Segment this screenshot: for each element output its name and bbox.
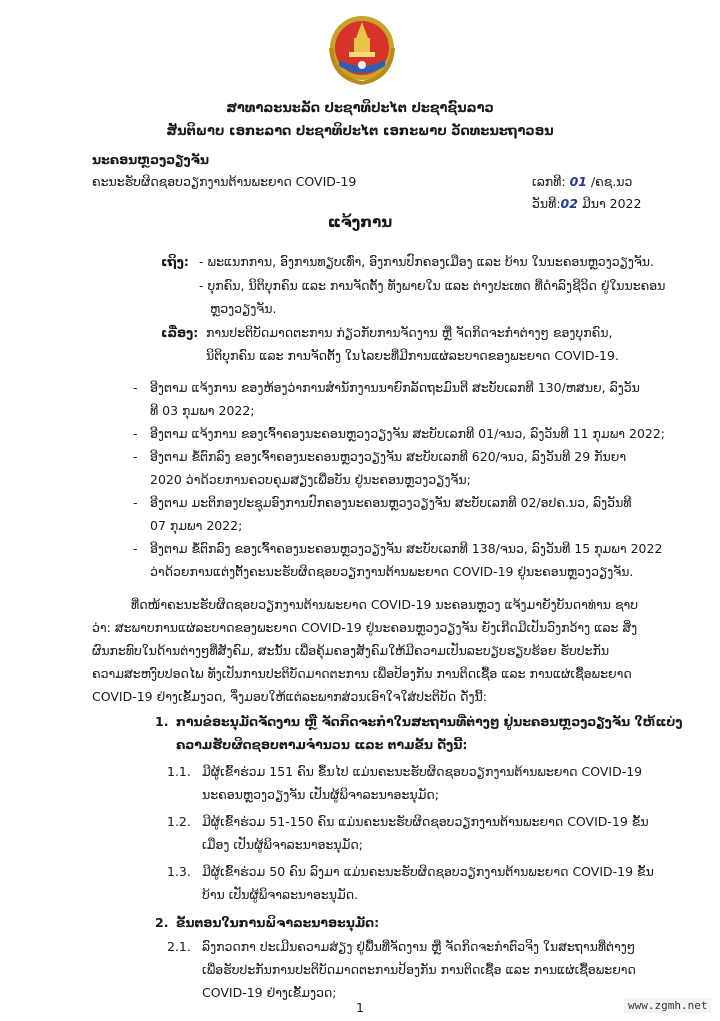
item-line: ມີຜູ້ເຂົ້າຮ່ວມ 51-150 ຄົນ ແມ່ນຄະນະຮັບຜິດຊອບວຽກງານຕ້ານພະຍາດ COVID-19 ຂັ້ນ	[202, 814, 649, 829]
item-line: ບ້ານ ເປັນຜູ້ພິຈາລະນາອະນຸມັດ.	[202, 887, 359, 902]
item-number: 2.1.	[167, 939, 191, 954]
reference-bullet-4: -	[133, 495, 138, 510]
item-line: COVID-19 ຢ່າງເຂັ້ມງວດ;	[202, 985, 337, 1000]
date-label: ວັນທີ:	[532, 196, 561, 211]
item-number: 1.3.	[167, 864, 191, 879]
body-line: ວ່າ: ສະພາບການແຜ່ລະບາດຂອງພະຍາດ COVID-19 ຢູ່ນະຄອນຫຼວງວຽງຈັນ ຍັງເກີດມີເປັນວົງກວ້າງ ແລະ ສິ່ງ	[92, 620, 638, 635]
item-line: ລົງກວດກາ ປະເມີນຄວາມສ່ຽງ ຢູ່ພື້ນທີ່ຈັດງານ ຫຼື ຈັດກິດຈະກຳຕົວຈິງ ໃນສະຖານທີ່ຕ່າງໆ	[202, 939, 636, 954]
section-1-number: 1.	[155, 714, 169, 729]
national-emblem	[327, 8, 397, 86]
item-line: ມີຜູ້ເຂົ້າຮ່ວມ 151 ຄົນ ຂຶ້ນໄປ ແມ່ນຄະນະຮັບຜິດຊອບວຽກງານຕ້ານພະຍາດ COVID-19	[202, 764, 643, 779]
reference-number-suffix: /ຄຊ.ນວ	[590, 174, 633, 189]
body-line: COVID-19 ຢ່າງເຂັ້ມງວດ, ຈຶ່ງມອບໃຫ້ແຕ່ລະພາກສ່ວນເອົາໃຈໃສ່ປະຕິບັດ ດັ່ງນີ້:	[92, 689, 487, 704]
item-line: ນະຄອນຫຼວງວຽງຈັນ ເປັນຜູ້ພິຈາລະນາອະນຸມັດ;	[202, 787, 439, 802]
reference-bullet-1: -	[133, 380, 138, 395]
reference-line: ທີ 03 ກຸມພາ 2022;	[150, 403, 255, 418]
motto-heading: ສັນຕິພາບ ເອກະລາດ ປະຊາທິປະໄຕ ເອກະພາບ ວັດທະນະຖາວອນ	[166, 124, 554, 139]
to-line-2: - ບຸກຄົນ, ນິຕິບຸກຄົນ ແລະ ການຈັດຕັ້ງ ທັງພາຍໃນ ແລະ ຕ່າງປະເທດ ທີ່ດຳລົງຊີວິດ ຢູ່ໃນນະຄອນ	[199, 278, 666, 293]
section-1-title-cont: ຄວາມຮັບຜິດຊອບຕາມຈຳນວນ ແລະ ຕາມຂັ້ນ ດັ່ງນີ້:	[176, 737, 468, 752]
item-line: ມີຜູ້ເຂົ້າຮ່ວມ 50 ຄົນ ລົງມາ ແມ່ນຄະນະຮັບຜິດຊອບວຽກງານຕ້ານພະຍາດ COVID-19 ຂັ້ນ	[202, 864, 654, 879]
date-handwritten: 02	[560, 196, 578, 211]
reference-line: ອີງຕາມ ຂໍ້ຕົກລົງ ຂອງເຈົ້າຄອງນະຄອນຫຼວງວຽງຈັນ ສະບັບເລກທີ 138/ຈນວ, ລົງວັນທີ 15 ກຸມພາ 2022	[150, 541, 663, 556]
subject-line-1: ການປະຕິບັດມາດຕະການ ກ່ຽວກັບການຈັດງານ ຫຼື ຈັດກິດຈະກຳຕ່າງໆ ຂອງບຸກຄົນ,	[206, 325, 613, 340]
section-2-title: ຂັ້ນຕອນໃນການພິຈາລະນາອະນຸມັດ:	[176, 915, 380, 930]
reference-line: ອີງຕາມ ແຈ້ງການ ຂອງເຈົ້າຄອງນະຄອນຫຼວງວຽງຈັນ ສະບັບເລກທີ 01/ຈນວ, ລົງວັນທີ 11 ກຸມພາ 2022;	[150, 426, 666, 441]
reference-bullet-2: -	[133, 426, 138, 441]
republic-heading: ສາທາລະນະລັດ ປະຊາທິປະໄຕ ປະຊາຊົນລາວ	[226, 101, 494, 116]
subject-line-2: ນິຕິບຸກຄົນ ແລະ ການຈັດຕັ້ງ ໃນໄລຍະທີ່ມີການແຜ່ລະບາດຂອງພະຍາດ COVID-19.	[206, 348, 619, 363]
reference-bullet-3: -	[133, 449, 138, 464]
reference-line: ອີງຕາມ ແຈ້ງການ ຂອງຫ້ອງວ່າການສຳນັກງານນາຍົກລັດຖະມົນຕີ ສະບັບເລກທີ 130/ຫສນຍ, ລົງວັນ	[150, 380, 640, 395]
to-line-3: ຫຼວງວຽງຈັນ.	[210, 301, 277, 316]
item-line: ເພື່ອຮັບປະກັນການປະຕິບັດມາດຕະການປ້ອງກັນ ການຕິດເຊື້ອ ແລະ ການແຜ່ເຊື້ອພະຍາດ	[202, 962, 636, 977]
reference-line: ອີງຕາມ ຂໍ້ຕົກລົງ ຂອງເຈົ້າຄອງນະຄອນຫຼວງວຽງຈັນ ສະບັບເລກທີ 620/ຈນວ, ລົງວັນທີ 29 ກັນຍາ	[150, 449, 627, 464]
reference-line: ວ່າດ້ວຍການແຕ່ງຕັ້ງຄະນະຮັບຜິດຊອບວຽກງານຕ້ານພະຍາດ COVID-19 ຢູ່ນະຄອນຫຼວງວຽງຈັນ.	[150, 564, 634, 579]
reference-number	[532, 170, 632, 193]
date-suffix: ມີນາ 2022	[581, 196, 642, 211]
page-number: 1	[356, 1000, 364, 1015]
reference-number-label: ເລກທີ:	[532, 174, 566, 189]
to-label: ເຖິງ:	[161, 254, 189, 269]
subject-label: ເລື່ອງ:	[161, 325, 199, 340]
body-line: ຜົນກະທົບໃນດ້ານຕ່າງໆທີ່ສັງຄົມ, ສະນັ້ນ ເພື່ອຄຸ້ມຄອງສັງຄົມໃຫ້ມີຄວາມເປັນລະບຽບຮຽບຮ້ອຍ ຮັບປະກັນ	[92, 643, 610, 658]
section-2-number: 2.	[155, 915, 169, 930]
body-line: ທີ່ດໜ້າຄະນະຮັບຜິດຊອບວຽກງານຕ້ານພະຍາດ COVID-19 ນະຄອນຫຼວງ ແຈ້ງມາຍັງບັນດາທ່ານ ຊາບ	[131, 597, 639, 612]
reference-line: 2020 ວ່າດ້ວຍການຄວບຄຸມສຽງເພື່ອບັນ ຢູ່ນະຄອນຫຼວງວຽງຈັນ;	[150, 472, 471, 487]
body-line: ຄວາມສະຫງົບປອດໄພ ທັງເປັນການປະຕິບັດມາດຕະການ ເພື່ອປ້ອງກັນ ການຕິດເຊື້ອ ແລະ ການແຜ່ເຊື້ອພະຍາດ	[92, 666, 632, 681]
sender-org: ນະຄອນຫຼວງວຽງຈັນ	[92, 152, 209, 167]
reference-line: ອີງຕາມ ມະຕິກອງປະຊຸມອົງການປົກຄອງນະຄອນຫຼວງວຽງຈັນ ສະບັບເລກທີ 02/ອປຄ.ນວ, ລົງວັນທີ	[150, 495, 632, 510]
item-line: ເມືອງ ເປັນຜູ້ພິຈາລະນາອະນຸມັດ;	[202, 837, 363, 852]
item-number: 1.2.	[167, 814, 191, 829]
document-date	[532, 192, 641, 215]
item-number: 1.1.	[167, 764, 191, 779]
watermark: www.zgmh.net	[624, 998, 711, 1013]
section-1-title: ການຂໍອະນຸມັດຈັດງານ ຫຼື ຈັດກິດຈະກຳໃນສະຖານທີ່ຕ່າງໆ ຢູ່ນະຄອນຫຼວງວຽງຈັນ ໃຫ້ແບ່ງ	[176, 714, 683, 729]
reference-bullet-5: -	[133, 541, 138, 556]
reference-number-handwritten: 01	[569, 174, 587, 189]
to-line-1: - ພະແນກການ, ອົງການທຽບເທົ່າ, ອົງການປົກຄອງເມືອງ ແລະ ບ້ານ ໃນນະຄອນຫຼວງວຽງຈັນ.	[199, 254, 655, 269]
reference-line: 07 ກຸມພາ 2022;	[150, 518, 243, 533]
sender-committee: ຄະນະຮັບຜິດຊອບວຽກງານຕ້ານພະຍາດ COVID-19	[92, 174, 357, 189]
document-title: ແຈ້ງການ	[327, 213, 393, 231]
